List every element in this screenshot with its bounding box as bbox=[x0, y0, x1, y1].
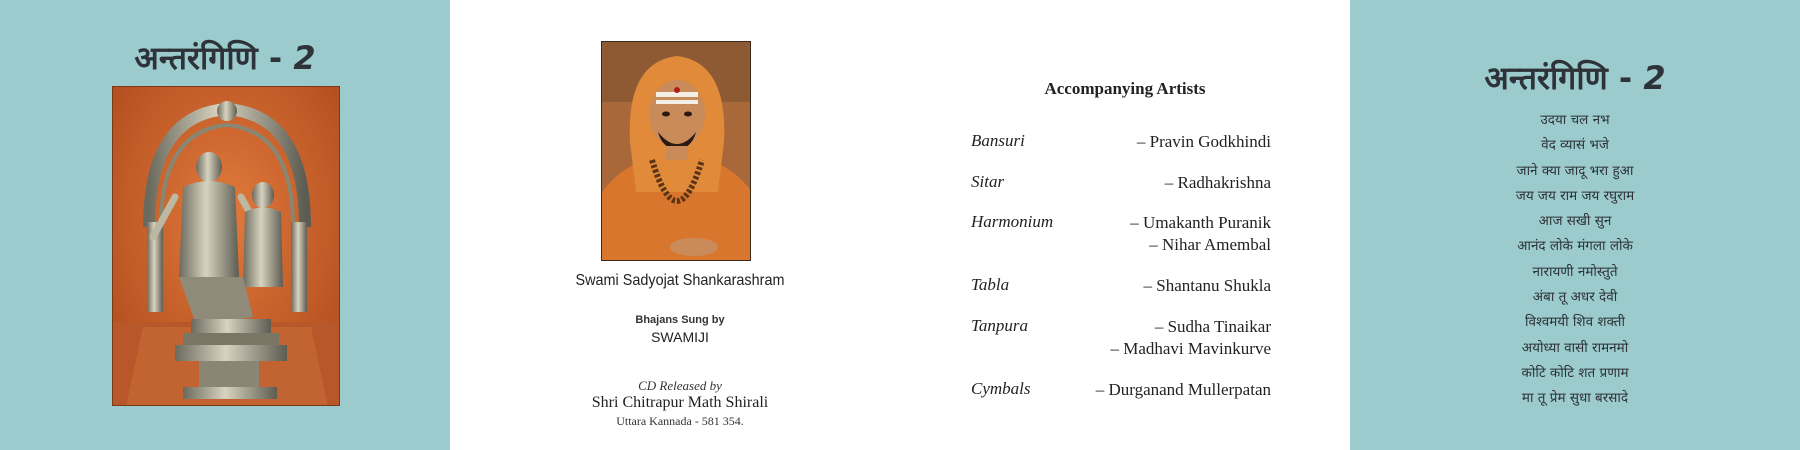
track-item: विश्वमयी शिव शक्ती bbox=[1524, 314, 1626, 331]
publisher-address: Uttara Kannada - 581 354. bbox=[616, 414, 744, 428]
accompanying-artists-heading: Accompanying Artists bbox=[1044, 79, 1206, 98]
album-title-separator: - bbox=[257, 39, 294, 77]
instrument-label: Harmonium bbox=[971, 212, 1054, 231]
track-item: आज सखी सुन bbox=[1538, 213, 1612, 230]
artist-name: – Umakanth Puranik bbox=[1130, 213, 1271, 232]
album-title-text: अन्तरंगिणि bbox=[1484, 59, 1608, 97]
back-cover-panel bbox=[1350, 0, 1800, 450]
publisher-name: Shri Chitrapur Math Shirali bbox=[591, 394, 769, 411]
swami-portrait-photo bbox=[601, 41, 751, 261]
album-title-separator: - bbox=[1607, 59, 1644, 97]
artist-name: – Madhavi Mavinkurve bbox=[1110, 339, 1271, 358]
artist-name: – Sudha Tinaikar bbox=[1154, 317, 1271, 336]
instrument-label: Bansuri bbox=[971, 131, 1025, 150]
track-item: अंबा तू अधर देवी bbox=[1532, 289, 1618, 306]
album-title-text: अन्तरंगिणि bbox=[134, 39, 258, 77]
album-title-number: 2 bbox=[293, 39, 316, 77]
left-cover-panel bbox=[0, 0, 450, 450]
artist-name: – Durganand Mullerpatan bbox=[1095, 380, 1271, 399]
cd-released-by-label: CD Released by bbox=[638, 378, 722, 393]
artist-name: – Radhakrishna bbox=[1164, 173, 1271, 192]
artist-name: – Pravin Godkhindi bbox=[1136, 132, 1271, 151]
track-item: उदया चल नभ bbox=[1540, 112, 1610, 128]
instrument-label: Sitar bbox=[971, 172, 1005, 191]
deity-idol-illustration bbox=[113, 87, 340, 406]
swami-name: Swami Sadyojat Shankarashram bbox=[575, 272, 785, 289]
track-item: जय जय राम जय रघुराम bbox=[1515, 187, 1635, 204]
track-item: वेद व्यासं भजे bbox=[1541, 137, 1609, 154]
artist-name: – Nihar Amembal bbox=[1149, 235, 1271, 254]
instrument-label: Tanpura bbox=[971, 316, 1029, 335]
track-item: अयोध्या वासी रामनमो bbox=[1521, 339, 1629, 356]
swami-portrait-illustration bbox=[602, 42, 751, 261]
deity-idol-photo bbox=[112, 86, 340, 406]
album-title-number: 2 bbox=[1643, 59, 1666, 97]
track-item: कोटि कोटि शत प्रणाम bbox=[1521, 364, 1629, 381]
track-item: आनंद लोके मंगला लोके bbox=[1517, 238, 1633, 255]
track-item: नारायणी नमोस्तुते bbox=[1532, 263, 1618, 280]
track-item: जाने क्या जादू भरा हुआ bbox=[1516, 162, 1634, 179]
artist-name: – Shantanu Shukla bbox=[1143, 276, 1271, 295]
track-item: मा तू प्रेम सुधा बरसादे bbox=[1521, 390, 1629, 407]
album-title-right bbox=[1350, 56, 1800, 99]
instrument-label: Tabla bbox=[971, 275, 1010, 294]
track-list bbox=[1350, 108, 1800, 412]
album-title-left bbox=[0, 36, 450, 79]
instrument-label: Cymbals bbox=[971, 379, 1031, 398]
sung-by-label: Bhajans Sung by bbox=[635, 314, 725, 326]
singer-name: SWAMIJI bbox=[651, 329, 709, 345]
